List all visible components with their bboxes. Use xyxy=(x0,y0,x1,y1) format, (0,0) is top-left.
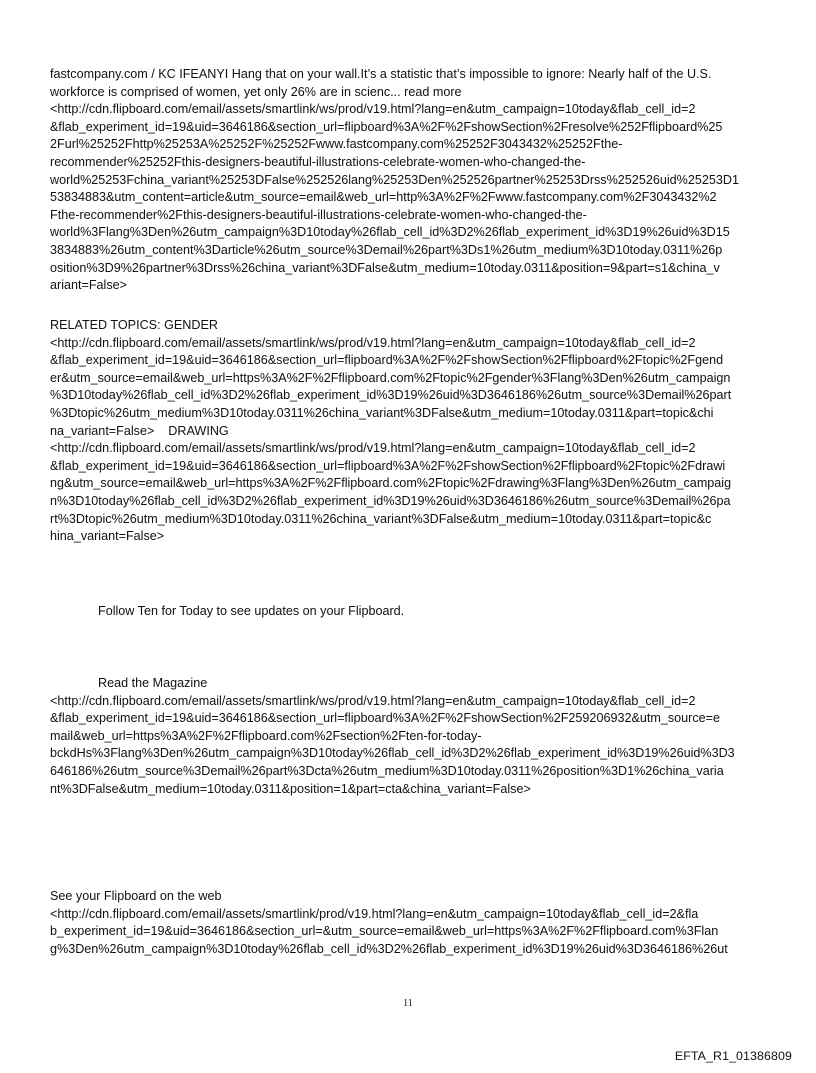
magazine-link-line[interactable]: <http://cdn.flipboard.com/email/assets/smartlink/ws/prod/v19.html?lang=en&utm_campaign=10today&flab_cell_id=2 xyxy=(50,693,696,708)
drawing-topic-link-line[interactable]: &flab_experiment_id=19&uid=3646186&section_url=flipboard%3A%2F%2FshowSection%2Fflipboard%2Ftopic%2Fdrawi xyxy=(50,458,726,473)
document-id-footer: EFTA_R1_01386809 xyxy=(674,1049,792,1063)
gender-topic-link-line[interactable]: er&utm_source=email&web_url=https%3A%2F%2Fflipboard.com%2Ftopic%2Fgender%3Flang%3Den%26utm_campaign xyxy=(50,370,731,385)
article-link-line[interactable]: ariant=False> xyxy=(50,278,128,293)
follow-block xyxy=(50,603,772,621)
article-block xyxy=(50,66,772,295)
drawing-topic-link-line[interactable]: ng&utm_source=email&web_url=https%3A%2F%2Fflipboard.com%2Ftopic%2Fdrawing%3Flang%3Den%26utm_campaig xyxy=(50,476,732,491)
article-link-line[interactable]: 53834883&utm_content=article&utm_source=email&web_url=http%3A%2F%2Fwww.fastcompany.com%2F3043432%2 xyxy=(50,190,717,205)
gender-topic-link-line[interactable]: %3D10today%26flab_cell_id%3D2%26flab_experiment_id%3D19%26uid%3D3646186%26utm_source%3Demail%26part xyxy=(50,388,732,403)
magazine-link-line[interactable]: bckdHs%3Flang%3Den%26utm_campaign%3D10today%26flab_cell_id%3D2%26flab_experiment_id%3D19%26uid%3D3 xyxy=(50,746,735,761)
article-link-line[interactable]: &flab_experiment_id=19&uid=3646186&section_url=flipboard%3A%2F%2FshowSection%2Fresolve%252Fflipboard%25 xyxy=(50,119,723,134)
follow-text: Follow Ten for Today to see updates on your Flipboard. xyxy=(98,604,405,618)
web-flipboard-link-line[interactable]: b_experiment_id=19&uid=3646186&section_url=&utm_source=email&web_url=https%3A%2F%2Fflipboard.com%3Flan xyxy=(50,924,719,939)
page-number: 11 xyxy=(403,998,413,1009)
article-link-line[interactable]: recommender%25252Fthis-designers-beautiful-illustrations-celebrate-women-who-changed-the- xyxy=(50,154,586,169)
magazine-link-line[interactable]: &flab_experiment_id=19&uid=3646186&section_url=flipboard%3A%2F%2FshowSection%2F259206932&utm_source=e xyxy=(50,711,721,726)
gender-topic-link-line[interactable]: <http://cdn.flipboard.com/email/assets/smartlink/ws/prod/v19.html?lang=en&utm_campaign=10today&flab_cell_id=2 xyxy=(50,335,696,350)
read-magazine-block xyxy=(50,675,772,798)
magazine-link-line[interactable]: 646186%26utm_source%3Demail%26part%3Dcta%26utm_medium%3D10today.0311%26position%3D1%26china_varia xyxy=(50,763,724,778)
article-link-line[interactable]: 2Furl%25252Fhttp%25253A%25252F%25252Fwww.fastcompany.com%25252F3043432%25252Fthe- xyxy=(50,137,623,152)
web-flipboard-title: See your Flipboard on the web xyxy=(50,889,222,903)
drawing-topic-label-line[interactable]: na_variant=False> DRAWING xyxy=(50,423,229,438)
drawing-topic-link-line[interactable]: n%3D10today%26flab_cell_id%3D2%26flab_experiment_id%3D19%26uid%3D3646186%26utm_source%3Demail%26pa xyxy=(50,493,731,508)
drawing-topic-link-line[interactable]: <http://cdn.flipboard.com/email/assets/smartlink/ws/prod/v19.html?lang=en&utm_campaign=10today&flab_cell_id=2 xyxy=(50,441,696,456)
read-magazine-title: Read the Magazine xyxy=(98,676,208,690)
related-topics-heading: RELATED TOPICS: GENDER xyxy=(50,318,218,332)
article-link-line[interactable]: 3834883%26utm_content%3Darticle%26utm_source%3Demail%26part%3Ds1%26utm_medium%3D10today.0311%26p xyxy=(50,242,723,257)
magazine-link-line[interactable]: mail&web_url=https%3A%2F%2Fflipboard.com%2Fsection%2Ften-for-today- xyxy=(50,728,482,743)
article-link-line[interactable]: <http://cdn.flipboard.com/email/assets/smartlink/ws/prod/v19.html?lang=en&utm_campaign=10today&flab_cell_id=2 xyxy=(50,102,696,117)
drawing-topic-link-line[interactable]: rt%3Dtopic%26utm_medium%3D10today.0311%26china_variant%3DFalse&utm_medium=10today.0311&part=topic&c xyxy=(50,511,712,526)
article-line: workforce is comprised of women, yet only 26% are in scienc... read more xyxy=(50,84,462,99)
magazine-link-line[interactable]: nt%3DFalse&utm_medium=10today.0311&position=1&part=cta&china_variant=False> xyxy=(50,781,531,796)
related-topics-block xyxy=(50,317,772,546)
article-link-line[interactable]: osition%3D9%26partner%3Drss%26china_variant%3DFalse&utm_medium=10today.0311&position=9&part=s1&china_v xyxy=(50,260,720,275)
article-link-line[interactable]: world%25253Fchina_variant%25253DFalse%252526lang%25253Den%252526partner%25253Drss%252526uid%25253D1 xyxy=(50,172,739,187)
article-link-line[interactable]: Fthe-recommender%2Fthis-designers-beautiful-illustrations-celebrate-women-who-changed-the- xyxy=(50,207,587,222)
article-line: fastcompany.com / KC IFEANYI Hang that on your wall.It’s a statistic that’s impossible to ignore: Nearly half of the U.S. xyxy=(50,67,712,81)
gender-topic-link-line[interactable]: %3Dtopic%26utm_medium%3D10today.0311%26china_variant%3DFalse&utm_medium=10today.0311&part=topic&chi xyxy=(50,405,714,420)
web-flipboard-link-line[interactable]: <http://cdn.flipboard.com/email/assets/smartlink/prod/v19.html?lang=en&utm_campaign=10today&flab_cell_id=2&fla xyxy=(50,906,699,921)
web-flipboard-block xyxy=(50,888,772,958)
drawing-topic-link-line[interactable]: hina_variant=False> xyxy=(50,529,165,544)
gender-topic-link-line[interactable]: &flab_experiment_id=19&uid=3646186&section_url=flipboard%3A%2F%2FshowSection%2Fflipboard%2Ftopic%2Fgend xyxy=(50,353,724,368)
web-flipboard-link-line[interactable]: g%3Den%26utm_campaign%3D10today%26flab_cell_id%3D2%26flab_experiment_id%3D19%26uid%3D3646186%26ut xyxy=(50,941,728,956)
article-link-line[interactable]: world%3Flang%3Den%26utm_campaign%3D10today%26flab_cell_id%3D2%26flab_experiment_id%3D19%26uid%3D15 xyxy=(50,225,730,240)
